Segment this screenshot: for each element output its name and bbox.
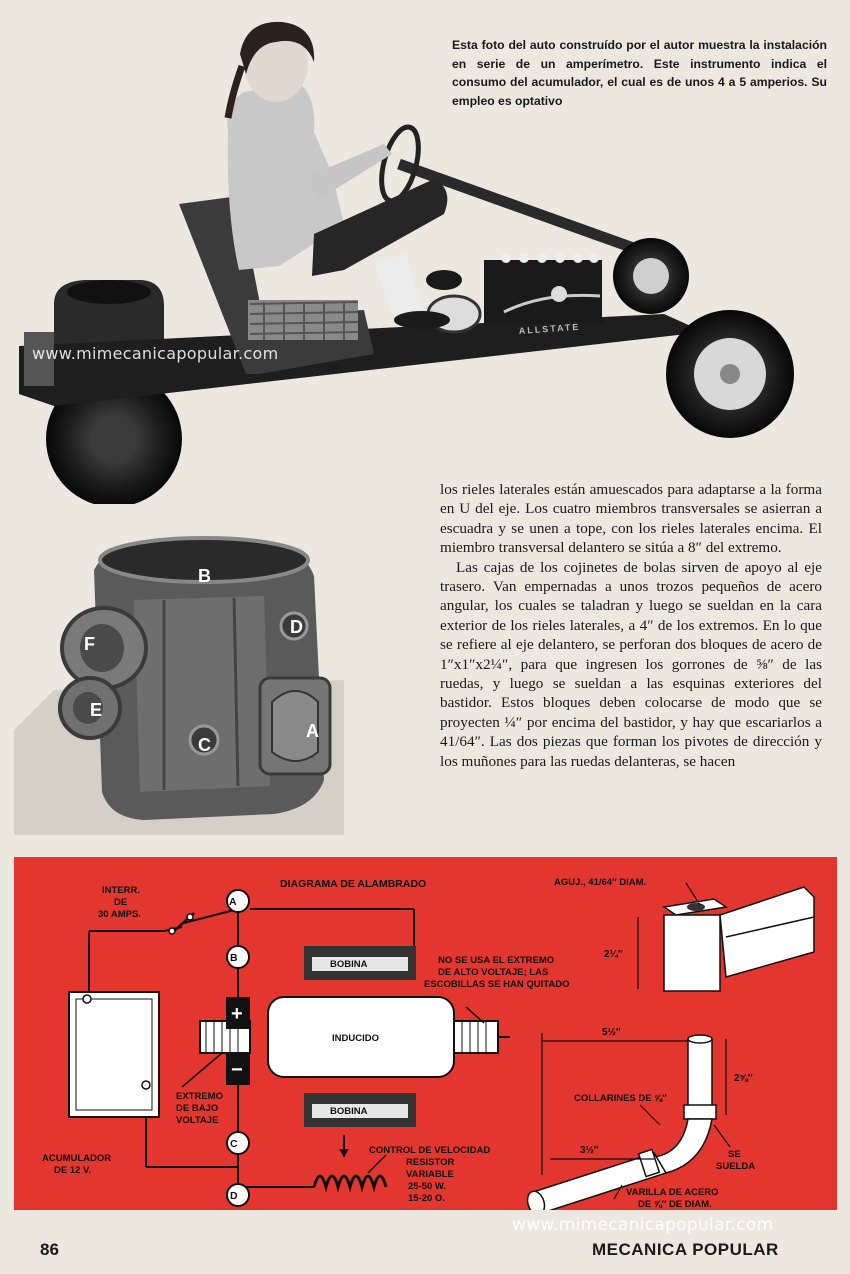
- body-paragraph-1: los rieles laterales están amuescados para adaptarse a la forma en U del eje. Los cuatro miembros transversales se asierran a escuadra y se unen a tope, con los rieles laterales encima. El miembro transversal delantero se sitúa a 8″ del extremo.: [440, 481, 822, 557]
- motor-label-b: B: [198, 566, 211, 586]
- inducido-label: INDUCIDO: [332, 1033, 379, 1044]
- control-label-5: 15-20 O.: [408, 1193, 445, 1204]
- motor-label-d: D: [290, 617, 303, 637]
- control-label-3: VARIABLE: [406, 1169, 454, 1180]
- diagram-title: DIAGRAMA DE ALAMBRADO: [280, 878, 427, 890]
- no-usa-label-2: DE ALTO VOLTAJE; LAS: [438, 967, 549, 978]
- no-usa-label-1: NO SE USA EL EXTREMO: [438, 955, 555, 966]
- switch-label-1: INTERR.: [102, 885, 140, 896]
- node-c: C: [230, 1138, 238, 1150]
- dim-2-1-4: 2¼″: [604, 949, 623, 960]
- varilla-label-1: VARILLA DE ACERO: [626, 1187, 719, 1198]
- car-brand-text: ALLSTATE: [518, 321, 581, 336]
- steering-pivot-drawing: [525, 883, 814, 1210]
- bobina-bottom-label: BOBINA: [330, 1106, 368, 1117]
- photo-motor: [14, 530, 349, 835]
- motor-label-c: C: [198, 735, 211, 755]
- control-label-1: CONTROL DE VELOCIDAD: [369, 1145, 491, 1156]
- bobina-top-label: BOBINA: [330, 959, 368, 970]
- dim-2-5-8: 2⅝″: [734, 1073, 753, 1084]
- motor-label-e: E: [90, 700, 103, 720]
- plus-terminal: +: [231, 1003, 243, 1025]
- article-body: [440, 480, 822, 771]
- watermark-top: www.mimecanicapopular.com: [32, 344, 279, 363]
- node-d: D: [230, 1190, 238, 1202]
- magazine-name: MECANICA POPULAR: [592, 1240, 779, 1259]
- dim-3-1-2: 3½″: [580, 1145, 599, 1156]
- wiring-diagram-svg: [14, 857, 837, 1210]
- acumulador-label-1: ACUMULADOR: [42, 1153, 112, 1164]
- page-number: 86: [40, 1240, 59, 1259]
- switch-label-2: DE: [114, 897, 128, 908]
- se-suelda-label-2: SUELDA: [716, 1161, 756, 1172]
- watermark-bottom: www.mimecanicapopular.com: [512, 1215, 774, 1235]
- aguj-label: AGUJ., 41/64″ DIAM.: [554, 877, 647, 888]
- bajo-voltaje-label-1: EXTREMO: [176, 1091, 223, 1102]
- motor-label-a: A: [306, 721, 319, 741]
- motor-label-f: F: [84, 634, 95, 654]
- bajo-voltaje-label-3: VOLTAJE: [176, 1115, 219, 1126]
- no-usa-label-3: ESCOBILLAS SE HAN QUITADO: [424, 979, 570, 990]
- wiring-diagram-panel: [14, 857, 837, 1210]
- bajo-voltaje-label-2: DE BAJO: [176, 1103, 219, 1114]
- photo-caption: Esta foto del auto construído por el autor muestra la instalación en serie de un amperímetro. Este instrumento indica el consumo del acumulador, el cual es de unos 4 a 5 amperios. Su empleo es optativo: [452, 38, 827, 108]
- control-label-4: 25-50 W.: [408, 1181, 447, 1192]
- dim-5-1-2: 5½″: [602, 1027, 621, 1038]
- node-a: A: [229, 896, 237, 908]
- switch-label-3: 30 AMPS.: [98, 909, 141, 920]
- body-paragraph-2: Las cajas de los cojinetes de bolas sirven de apoyo al eje trasero. Van empernadas a unos trozos pequeños de acero angular, los cuales se taladran y luego se sueldan en la cara exterior de los rieles laterales, a 4″ de los extremos. En lo que se refiere al eje delantero, se perforan dos bloques de acero de 1″x1″x2¼″, para que ingresen los gorrones de ⅝″ de las ruedas, y luego se sueldan a las esquinas exteriores del bastidor. Estos bloques deben colocarse de modo que se proyecten ¼″ por encima del bastidor, y hay que escariarlos a 41/64″. Las dos piezas que forman los pivotes de dirección y los muñones para las ruedas delanteras, se hacen: [440, 558, 822, 770]
- varilla-label-2: DE ⅝″ DE DIAM.: [638, 1199, 712, 1210]
- node-b: B: [230, 952, 238, 964]
- minus-terminal: −: [231, 1059, 243, 1081]
- acumulador-label-2: DE 12 V.: [54, 1165, 92, 1176]
- se-suelda-label-1: SE: [728, 1149, 741, 1160]
- collarines-label: COLLARINES DE ⅝″: [574, 1093, 667, 1104]
- control-label-2: RESISTOR: [406, 1157, 455, 1168]
